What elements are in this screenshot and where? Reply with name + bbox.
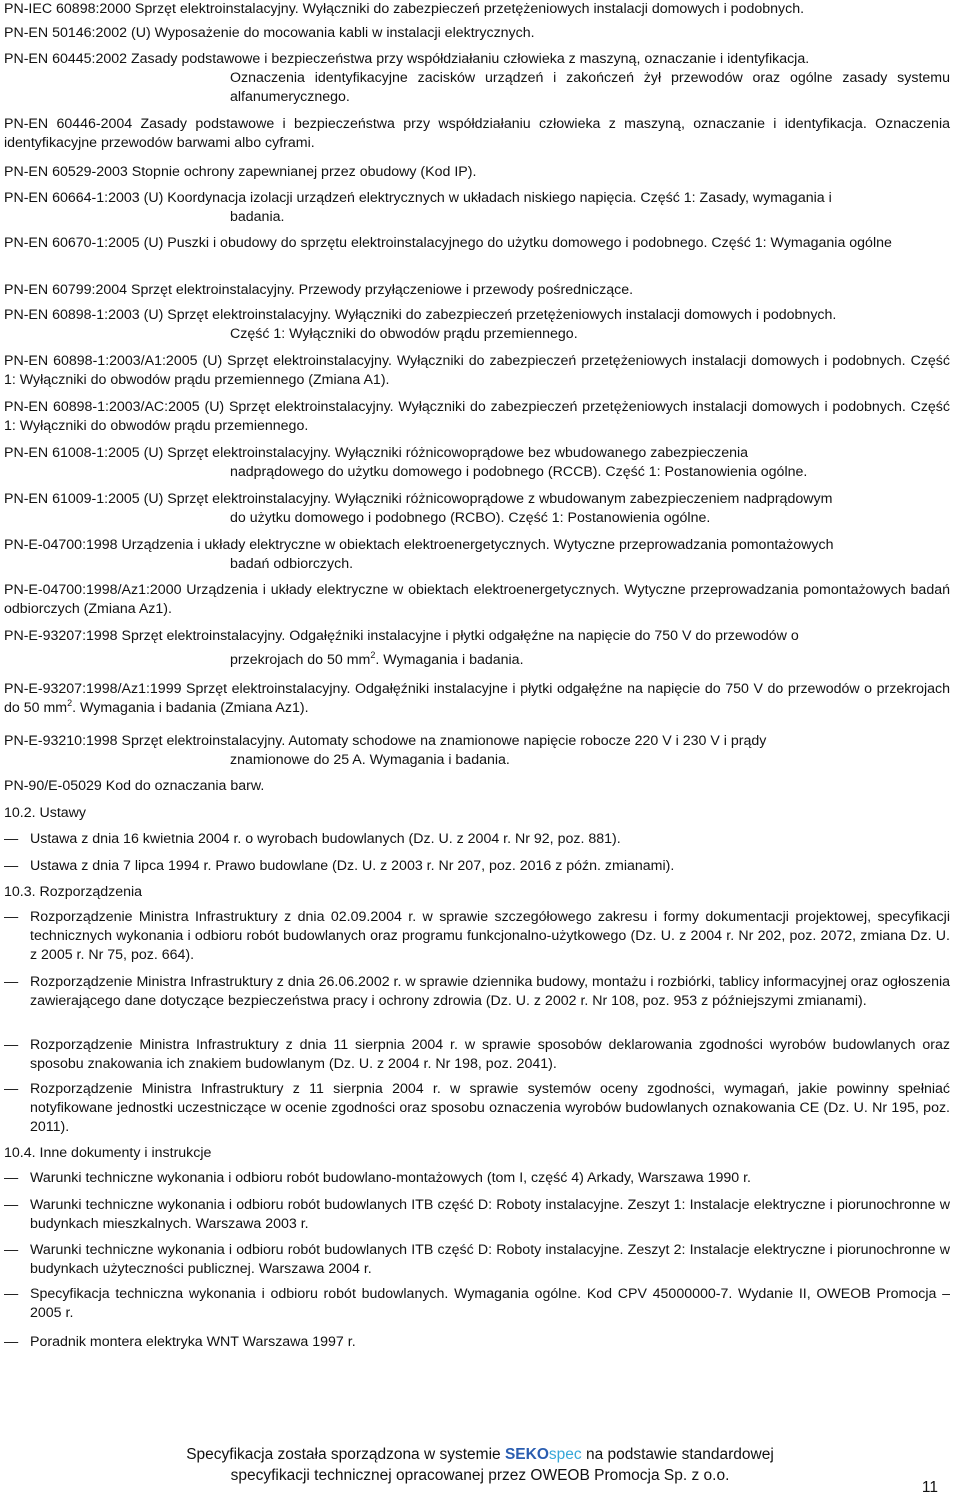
footer-line-1: Specyfikacja została sporządzona w systemie SEKOspec na podstawie standardowej (186, 1446, 774, 1463)
norm-text: PN-EN 60670-1:2005 (U) Puszki i obudowy do sprzętu elektroinstalacyjnego do użytku domowego i podobnego. Część 1: Wymagania ogólne (4, 235, 892, 251)
list-item: — Rozporządzenie Ministra Infrastruktury z dnia 11 sierpnia 2004 r. w sprawie sposobów deklarowania zgodności wyrobów budowlanych oraz sposobu znakowania ich znakiem budowlanym (Dz. U. z 2004 r. Nr 198, poz. 2041). (4, 1037, 950, 1072)
norm-continuation: badań odbiorczych. (230, 556, 354, 572)
norm-text: PN-EN 61009-1:2005 (U) Sprzęt elektroinstalacyjny. Wyłączniki różnicowoprądowe z wbudowanym zabezpieczeniem nadprądowym (4, 491, 833, 507)
norm-entry (4, 627, 950, 670)
list-item: — Rozporządzenie Ministra Infrastruktury z dnia 02.09.2004 r. w sprawie szczegółowego zakresu i formy dokumentacji projektowej, specyfikacji technicznych wykonania i odbioru robót budowlanych oraz programu funkcjonalno-użytkowego (Dz. U. z 2004 r. Nr 202, poz. 2072, zmiana Dz. U. z 2005 r. Nr 75, poz. 664). (4, 909, 950, 963)
norm-entry (4, 444, 950, 482)
norm-text: PN-EN 60664-1:2003 (U) Koordynacja izolacji urządzeń elektrycznych w układach niskiego napięcia. Część 1: Zasady, wymagania i (4, 190, 832, 206)
section-heading: 10.4. Inne dokumenty i instrukcje (4, 1145, 212, 1161)
list-item: — Rozporządzenie Ministra Infrastruktury z 11 sierpnia 2004 r. w sprawie systemów oceny zgodności, wymagań, jakie powinny spełniać notyfikowane jednostki uczestniczące w ocenie zgodności oraz sposobu oznaczenia wyrobów budowlanych oznakowania CE (Dz. U. Nr 195, poz. 2011). (4, 1081, 950, 1135)
page-number: 11 (921, 1479, 938, 1496)
list-item: — Poradnik montera elektryka WNT Warszawa 1997 r. (4, 1334, 356, 1350)
norm-text: PN-EN 60799:2004 Sprzęt elektroinstalacyjny. Przewody przyłączeniowe i przewody pośredniczące. (4, 282, 634, 298)
norm-entry (4, 281, 950, 300)
sekospec-logo: SEKOspec (504, 1446, 582, 1463)
norm-text: PN-EN 60445:2002 Zasady podstawowe i bezpieczeństwa przy współdziałaniu człowieka z maszyną, oznaczanie i identyfikacja. (4, 51, 810, 67)
norm-entry: PN-E-93207:1998/Az1:1999 Sprzęt elektroinstalacyjny. Odgałęźniki instalacyjne i płytki odgałęźne na napięcie do 750 V do przewodów o przekrojach do 50 $mm^2$. Wymagania i badania (Zmiana Az1). (4, 681, 950, 716)
norm-entry (4, 50, 950, 107)
dash-bullet: — (4, 1242, 19, 1258)
dash-bullet: — (4, 909, 19, 925)
norm-text: PN-EN 60898-1:2003/A1:2005 (U) Sprzęt elektroinstalacyjny. Wyłączniki do zabezpieczeń przetężeniowych instalacji domowych i podobnych. Część 1: Wyłączniki do obwodów prądu przemiennego (Zmiana A1). (4, 353, 950, 388)
norm-entry (4, 306, 950, 344)
norm-text: PN-EN 60898-1:2003/AC:2005 (U) Sprzęt elektroinstalacyjny. Wyłączniki do zabezpieczeń przetężeniowych instalacji domowych i podobnych. Część 1: Wyłączniki do obwodów prądu przemiennego. (4, 399, 950, 434)
norm-continuation: badania. (230, 209, 285, 225)
dash-bullet: — (4, 1286, 19, 1302)
norm-continuation: do użytku domowego i podobnego (RCBO). Część 1: Postanowienia ogólne. (230, 510, 711, 526)
list-item: — Rozporządzenie Ministra Infrastruktury z dnia 26.06.2002 r. w sprawie dziennika budowy, montażu i rozbiórki, tablicy informacyjnej oraz ogłoszenia zawierającego dane dotyczące bezpieczeństwa pracy i ochrony zdrowia (Dz. U. z 2002 r. Nr 108, poz. 953 z późniejszymi zmianami). (4, 974, 951, 1009)
norm-continuation: przekrojach do 50 $mm^2$. Wymagania i badania. (230, 650, 524, 668)
norm-entry (4, 163, 950, 182)
list-item: — Warunki techniczne wykonania i odbioru robót budowlanych ITB część D: Roboty instalacyjne. Zeszyt 1: Instalacje elektryczne i piorunochronne w budynkach mieszkalnych. Warszawa 2003 r. (4, 1197, 950, 1232)
dash-bullet: — (4, 1197, 19, 1213)
norm-entry (4, 536, 950, 574)
norm-text: PN-EN 60898-1:2003 (U) Sprzęt elektroinstalacyjny. Wyłączniki do zabezpieczeń przetężeniowych instalacji domowych i podobnych. (4, 307, 837, 323)
norm-entry (4, 352, 950, 390)
norm-text: PN-EN 50146:2002 (U) Wyposażenie do mocowania kabli w instalacji elektrycznych. (4, 25, 535, 41)
dash-bullet: — (4, 1334, 19, 1350)
norm-text: PN-E-04700:1998 Urządzenia i układy elektryczne w obiektach elektroenergetycznych. Wytyczne przeprowadzania pomontażowych (4, 537, 834, 553)
norm-entry (4, 115, 950, 153)
list-item: — Warunki techniczne wykonania i odbioru robót budowlanych ITB część D: Roboty instalacyjne. Zeszyt 2: Instalacje elektryczne i piorunochronne w budynkach użyteczności publicznej. Warszawa 2004 r. (4, 1242, 950, 1277)
norm-text: PN-IEC 60898:2000 Sprzęt elektroinstalacyjny. Wyłączniki do zabezpieczeń przetężeniowych instalacji domowych i podobnych. (4, 1, 805, 17)
dash-bullet: — (4, 974, 19, 990)
footer-line-2: specyfikacji technicznej opracowanej przez OWEOB Promocja Sp. z o.o. (230, 1467, 730, 1484)
norm-entry (4, 0, 950, 19)
norm-entry (4, 234, 950, 253)
norm-text: PN-EN 60446-2004 Zasady podstawowe i bezpieczeństwa przy współdziałaniu człowieka z maszyną, oznaczanie i identyfikacja. Oznaczenia identyfikacyjne przewodów barwami albo cyframi. (4, 116, 950, 151)
norm-entry (4, 189, 950, 227)
norm-continuation: nadprądowego do użytku domowego i podobnego (RCCB). Część 1: Postanowienia ogólne. (230, 464, 808, 480)
norm-entry (4, 398, 950, 436)
norm-entry (4, 777, 950, 796)
list-item: — Specyfikacja techniczna wykonania i odbioru robót budowlanych. Wymagania ogólne. Kod CPV 45000000-7. Wydanie II, OWEOB Promocja – 2005 r. (4, 1286, 950, 1321)
norm-text: PN-E-04700:1998/Az1:2000 Urządzenia i układy elektryczne w obiektach elektroenergetycznych. Wytyczne przeprowadzania pomontażowych badań odbiorczych (Zmiana Az1). (4, 582, 950, 617)
dash-bullet: — (4, 858, 19, 874)
dash-bullet: — (4, 831, 19, 847)
list-item: — Ustawa z dnia 7 lipca 1994 r. Prawo budowlane (Dz. U. z 2003 r. Nr 207, poz. 2016 z późn. zmianami). (4, 858, 675, 874)
norm-text: PN-90/E-05029 Kod do oznaczania barw. (4, 778, 265, 794)
norm-text: PN-E-93207:1998 Sprzęt elektroinstalacyjny. Odgałęźniki instalacyjne i płytki odgałęźne na napięcie do 750 V do przewodów o (4, 628, 799, 644)
norm-continuation: Oznaczenia identyfikacyjne zacisków urządzeń i zakończeń żył przewodów oraz ogólne zasady systemu alfanumerycznego. (230, 70, 950, 105)
norm-text: PN-EN 61008-1:2005 (U) Sprzęt elektroinstalacyjny. Wyłączniki różnicowoprądowe bez wbudowanego zabezpieczenia (4, 445, 749, 461)
norm-entry (4, 581, 950, 619)
norm-text: PN-E-93210:1998 Sprzęt elektroinstalacyjny. Automaty schodowe na znamionowe napięcie robocze 220 V i 230 V i prądy (4, 733, 767, 749)
norm-continuation: znamionowe do 25 A. Wymagania i badania. (230, 752, 510, 768)
norm-entry (4, 732, 950, 770)
norm-entry (4, 490, 950, 528)
norm-continuation: Część 1: Wyłączniki do obwodów prądu przemiennego. (230, 326, 578, 342)
dash-bullet: — (4, 1081, 19, 1097)
list-item: — Ustawa z dnia 16 kwietnia 2004 r. o wyrobach budowlanych (Dz. U. z 2004 r. Nr 92, poz. 881). (4, 831, 621, 847)
page-footer (0, 1444, 960, 1486)
section-heading: 10.3. Rozporządzenia (4, 884, 143, 900)
norm-text: PN-E-93207:1998/Az1:1999 Sprzęt elektroinstalacyjny. Odgałęźniki instalacyjne i płytki odgałęźne na napięcie do 750 V do przewodów o przekrojach do 50 mm (4, 681, 950, 716)
norm-entry (4, 24, 950, 43)
norm-text: PN-EN 60529-2003 Stopnie ochrony zapewnianej przez obudowy (Kod IP). (4, 164, 477, 180)
dash-bullet: — (4, 1037, 19, 1053)
section-heading: 10.2. Ustawy (4, 805, 87, 821)
list-item: — Warunki techniczne wykonania i odbioru robót budowlano-montażowych (tom I, część 4) Arkady, Warszawa 1990 r. (4, 1170, 752, 1186)
dash-bullet: — (4, 1170, 19, 1186)
